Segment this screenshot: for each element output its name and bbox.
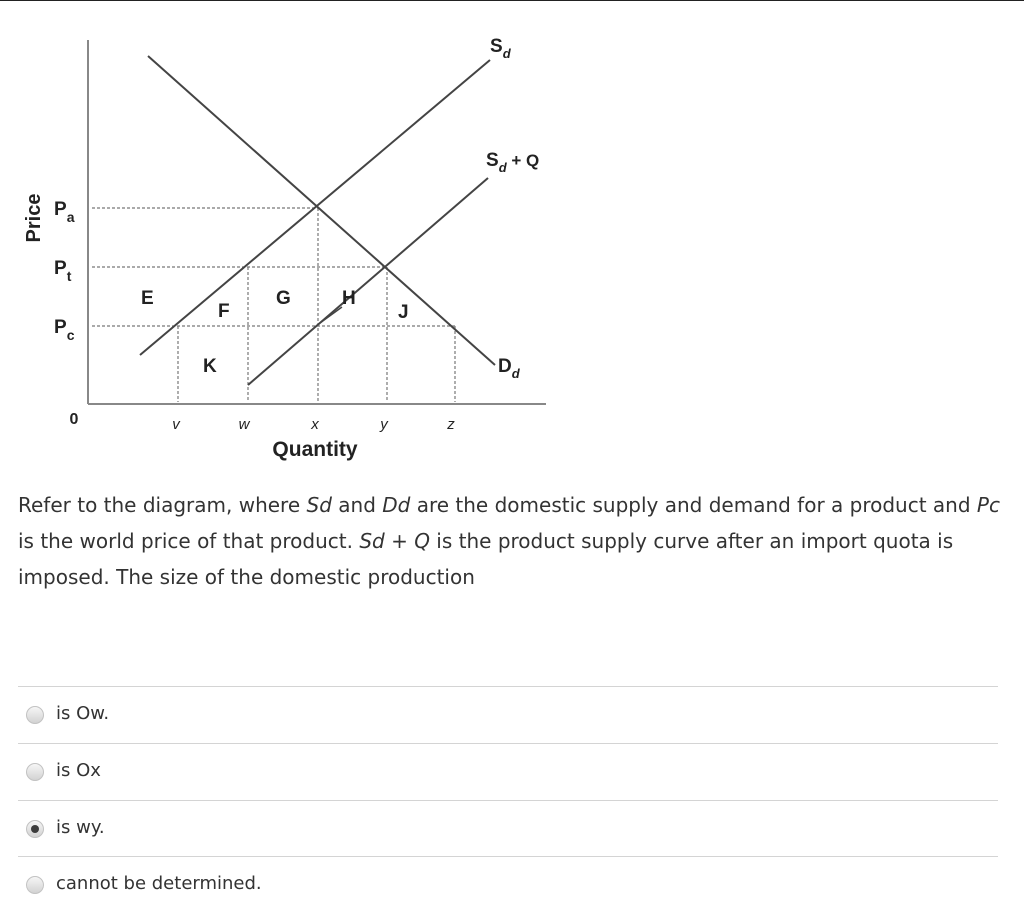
answer-option[interactable] xyxy=(18,800,998,856)
pt-label: $P_t$ xyxy=(54,258,72,284)
dd-curve-label: $D_d$ xyxy=(498,356,520,381)
radio-button[interactable] xyxy=(26,876,44,894)
area-e-label: E xyxy=(141,288,154,309)
y-label: y xyxy=(380,416,388,433)
sd-plus-q-supply-curve xyxy=(248,178,488,385)
h-area-pointer xyxy=(320,307,342,323)
y-axis-title: Price xyxy=(23,193,45,243)
question-text: Refer to the diagram, where Sd and Dd are the domestic supply and demand for a product and Pc is the world price of that product. Sd + Q is the product supply curve after an import quota is imposed. The size of the domestic production xyxy=(18,493,1000,589)
radio-button[interactable] xyxy=(26,820,44,838)
v-label: v xyxy=(172,416,180,433)
area-g-label: G xyxy=(276,288,291,309)
area-h-label: H xyxy=(342,288,356,309)
x-axis-title: Quantity xyxy=(272,438,358,461)
sd-curve-label: $S_d$ xyxy=(490,36,511,61)
answer-option-label: is Ox xyxy=(56,760,101,781)
pa-label: $P_a$ xyxy=(54,199,75,225)
z-label: z xyxy=(447,416,455,433)
area-k-label: K xyxy=(203,356,217,377)
answer-option-label: is Ow. xyxy=(56,703,110,724)
answer-option-label: is wy. xyxy=(56,817,105,838)
area-j-label: J xyxy=(398,302,409,323)
dd-demand-curve xyxy=(148,56,495,365)
answer-option-label: cannot be determined. xyxy=(56,873,262,894)
answer-option[interactable] xyxy=(18,743,998,799)
sd-plus-q-curve-label: $S_d + Q$ xyxy=(486,150,540,175)
radio-button[interactable] xyxy=(26,706,44,724)
pc-label: $P_c$ xyxy=(54,317,75,343)
x-label: x xyxy=(311,416,319,433)
w-label: w xyxy=(238,416,250,433)
answer-option[interactable] xyxy=(18,857,998,913)
origin-label: 0 xyxy=(69,411,79,428)
answer-option[interactable] xyxy=(18,686,998,742)
area-f-label: F xyxy=(218,301,230,322)
radio-button[interactable] xyxy=(26,763,44,781)
